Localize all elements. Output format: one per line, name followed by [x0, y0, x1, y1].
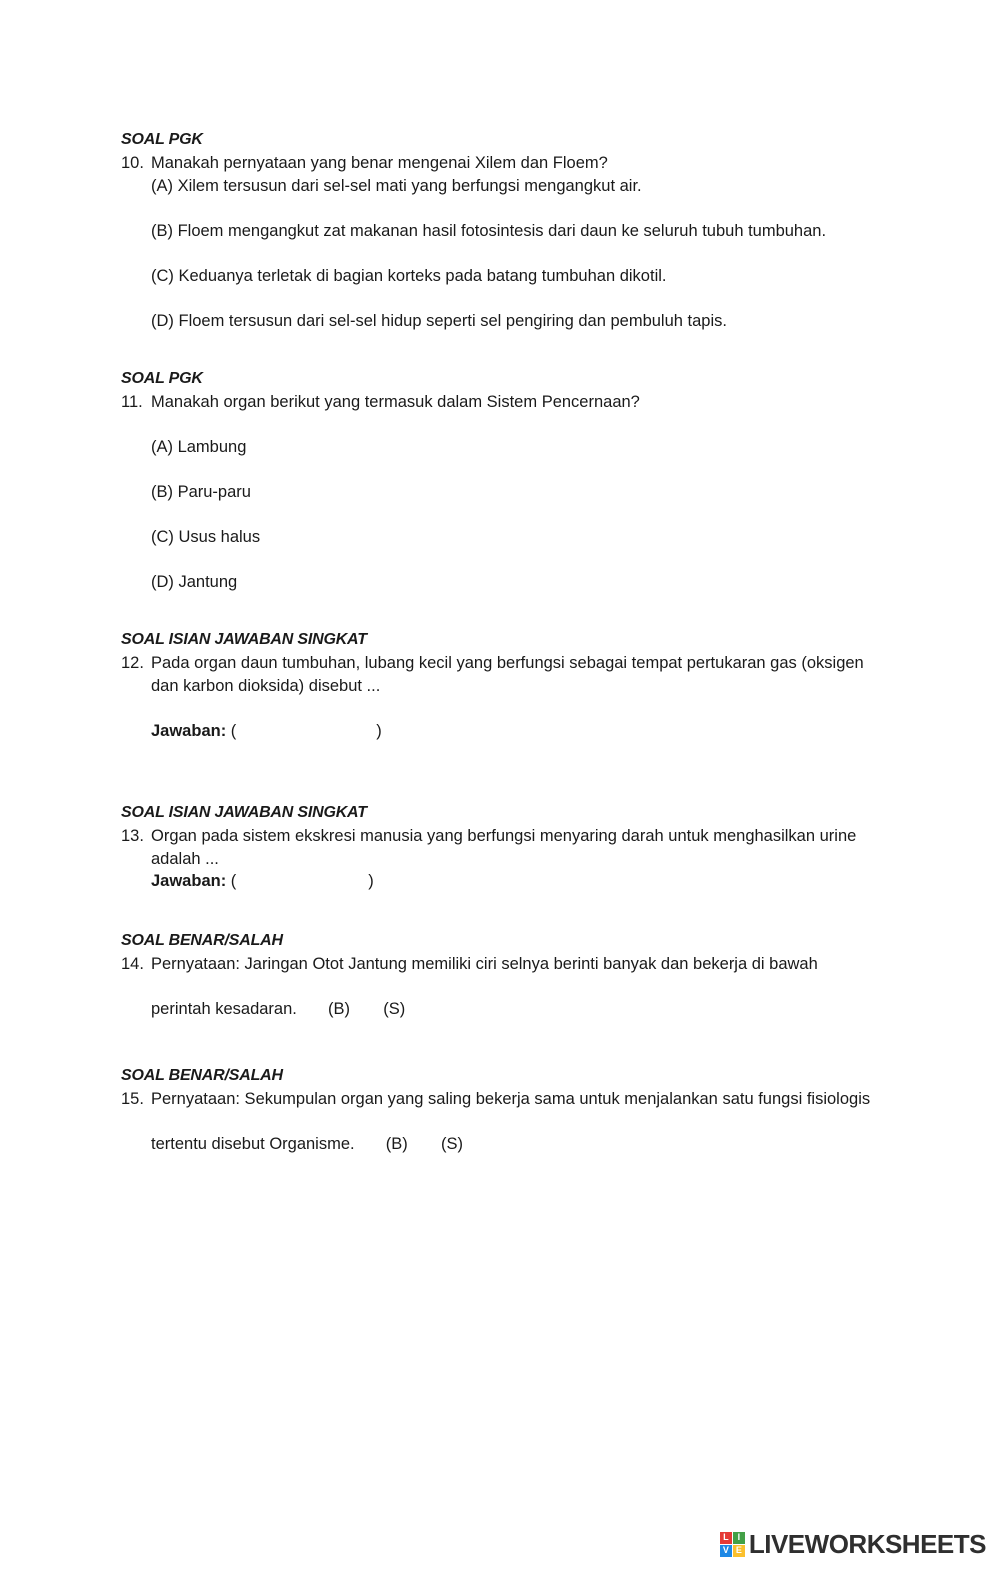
statement-15-line2: tertentu disebut Organisme.	[151, 1135, 355, 1153]
logo-letter: V	[720, 1545, 732, 1557]
answer-open-paren-12: (	[230, 722, 237, 740]
question-text-10: Manakah pernyataan yang benar mengenai Xilem dan Floem?	[151, 154, 608, 172]
logo-letter: L	[720, 1532, 732, 1544]
option-10-a[interactable]: (A) Xilem tersusun dari sel-sel mati yang berfungsi mengangkut air.	[151, 177, 642, 195]
section-header-q10: SOAL PGK	[121, 131, 203, 148]
logo-letter: I	[733, 1532, 745, 1544]
question-number-15: 15.	[121, 1090, 144, 1108]
true-option-14[interactable]: (B)	[328, 1000, 351, 1018]
answer-label-12: Jawaban:	[151, 722, 227, 740]
option-11-b[interactable]: (B) Paru-paru	[151, 483, 251, 501]
answer-row-12	[151, 722, 382, 741]
answer-open-paren-13: (	[230, 872, 237, 890]
option-11-c[interactable]: (C) Usus halus	[151, 528, 261, 546]
statement-15-line1: Pernyataan: Sekumpulan organ yang saling bekerja sama untuk menjalankan satu fungsi fisiologis	[151, 1090, 871, 1108]
logo-text: LIVEWORKSHEETS	[748, 1528, 986, 1559]
false-option-15[interactable]: (S)	[440, 1135, 463, 1153]
option-10-c[interactable]: (C) Keduanya terletak di bagian korteks pada batang tumbuhan dikotil.	[151, 267, 667, 285]
question-text-11: Manakah organ berikut yang termasuk dalam Sistem Pencernaan?	[151, 393, 640, 411]
question-number-14: 14.	[121, 955, 144, 973]
answer-close-paren-13: )	[368, 872, 374, 890]
statement-14-line2: perintah kesadaran.	[151, 1000, 297, 1018]
question-number-11: 11.	[121, 393, 143, 411]
question-text-12-line2: dan karbon dioksida) disebut ...	[151, 677, 381, 695]
section-header-q12: SOAL ISIAN JAWABAN SINGKAT	[121, 631, 367, 648]
section-header-q14: SOAL BENAR/SALAH	[121, 932, 283, 949]
answer-row-13	[151, 872, 374, 891]
answer-close-paren-12: )	[376, 722, 382, 740]
option-10-d[interactable]: (D) Floem tersusun dari sel-sel hidup seperti sel pengiring dan pembuluh tapis.	[151, 312, 727, 330]
statement-15-line2-row	[151, 1135, 463, 1154]
question-text-13-line2: adalah ...	[151, 850, 219, 868]
option-10-b[interactable]: (B) Floem mengangkut zat makanan hasil fotosintesis dari daun ke seluruh tubuh tumbuhan.	[151, 222, 827, 240]
liveworksheets-logo	[720, 1529, 986, 1559]
option-11-d[interactable]: (D) Jantung	[151, 573, 238, 591]
question-number-13: 13.	[121, 827, 144, 845]
statement-14-line1: Pernyataan: Jaringan Otot Jantung memiliki ciri selnya berinti banyak dan bekerja di bawah	[151, 955, 818, 973]
question-text-12-line1: Pada organ daun tumbuhan, lubang kecil yang berfungsi sebagai tempat pertukaran gas (oksigen	[151, 654, 864, 672]
statement-14-line2-row	[151, 1000, 405, 1019]
false-option-14[interactable]: (S)	[383, 1000, 406, 1018]
section-header-q13: SOAL ISIAN JAWABAN SINGKAT	[121, 804, 367, 821]
answer-label-13: Jawaban:	[151, 872, 227, 890]
question-number-10: 10.	[121, 154, 144, 172]
logo-mark-icon	[720, 1532, 745, 1557]
question-number-12: 12.	[121, 654, 144, 672]
section-header-q11: SOAL PGK	[121, 370, 203, 387]
question-text-13-line1: Organ pada sistem ekskresi manusia yang berfungsi menyaring darah untuk menghasilkan urine	[151, 827, 857, 845]
logo-letter: E	[733, 1545, 745, 1557]
option-11-a[interactable]: (A) Lambung	[151, 438, 247, 456]
section-header-q15: SOAL BENAR/SALAH	[121, 1067, 283, 1084]
true-option-15[interactable]: (B)	[385, 1135, 408, 1153]
